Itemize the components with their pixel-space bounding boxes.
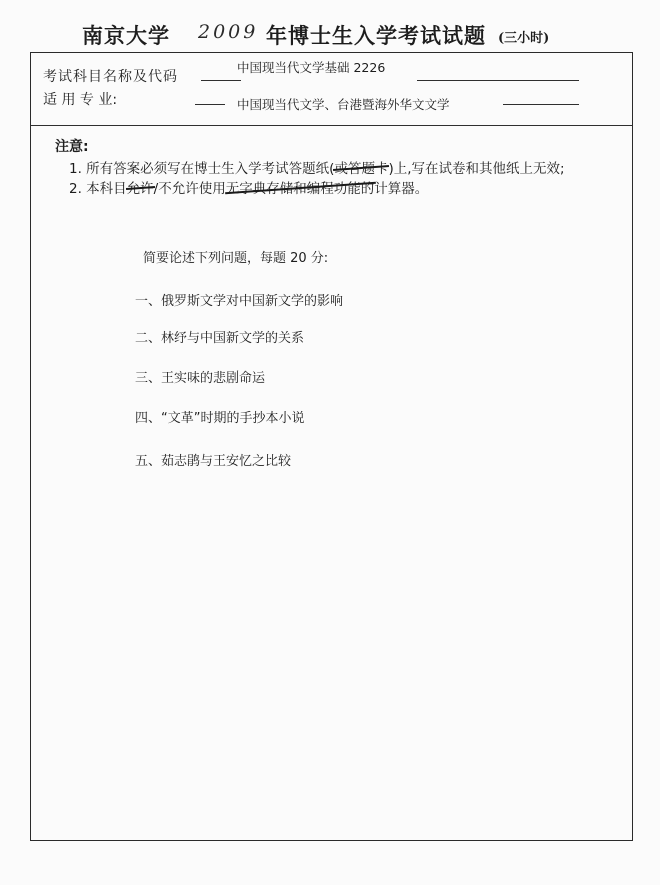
question-2: 二、林纾与中国新文学的关系: [135, 331, 305, 346]
subject-label: 考试科目名称及代码: [43, 69, 178, 85]
major-value: 中国现当代文学、台港暨海外华文文学: [237, 97, 450, 112]
exam-title: 年博士生入学考试试题: [266, 23, 486, 48]
exam-duration: (三小时): [498, 31, 550, 46]
question-4: 四、“文革”时期的手抄本小说: [135, 411, 305, 426]
notice-item-1-rest: )上,写在试卷和其他纸上无效;: [388, 161, 565, 177]
major-underline-right: [503, 104, 579, 105]
school-name: 南京大学: [82, 23, 170, 48]
question-3: 三、王实味的悲剧命运: [135, 371, 266, 386]
major-label: 适 用 专 业:: [43, 92, 118, 108]
instruction: 简要论述下列问题，每题 20 分:: [143, 251, 329, 266]
major-underline-left: [195, 104, 225, 105]
question-5: 五、茹志鹃与王安忆之比较: [135, 454, 292, 469]
notice-item-1-text: 1. 所有答案必须写在博士生入学考试答题纸(: [69, 161, 335, 177]
exam-year: 2009: [198, 21, 259, 43]
subject-underline-left: [201, 80, 241, 81]
notice-item-2-struck-1: 允许: [127, 177, 154, 197]
notice-item-1: [69, 157, 565, 177]
notice-item-2-text: 2. 本科目: [69, 181, 127, 197]
header-divider: [31, 125, 632, 126]
subject-value: 中国现当代文学基础 2226: [237, 60, 386, 75]
notice-item-1-struck: 或答题卡: [334, 157, 388, 177]
notice-item-2: [69, 177, 428, 197]
notice-heading: 注意:: [55, 139, 89, 155]
subject-underline-right: [417, 80, 579, 81]
notice-item-2-struck-2: 无字典存储和编程功能的: [226, 177, 375, 197]
exam-frame: [30, 52, 633, 841]
notice-item-2-rest: 计算器。: [374, 181, 429, 197]
notice-item-2-mid: /不允许使用: [153, 181, 226, 197]
question-1: 一、俄罗斯文学对中国新文学的影响: [135, 294, 344, 309]
